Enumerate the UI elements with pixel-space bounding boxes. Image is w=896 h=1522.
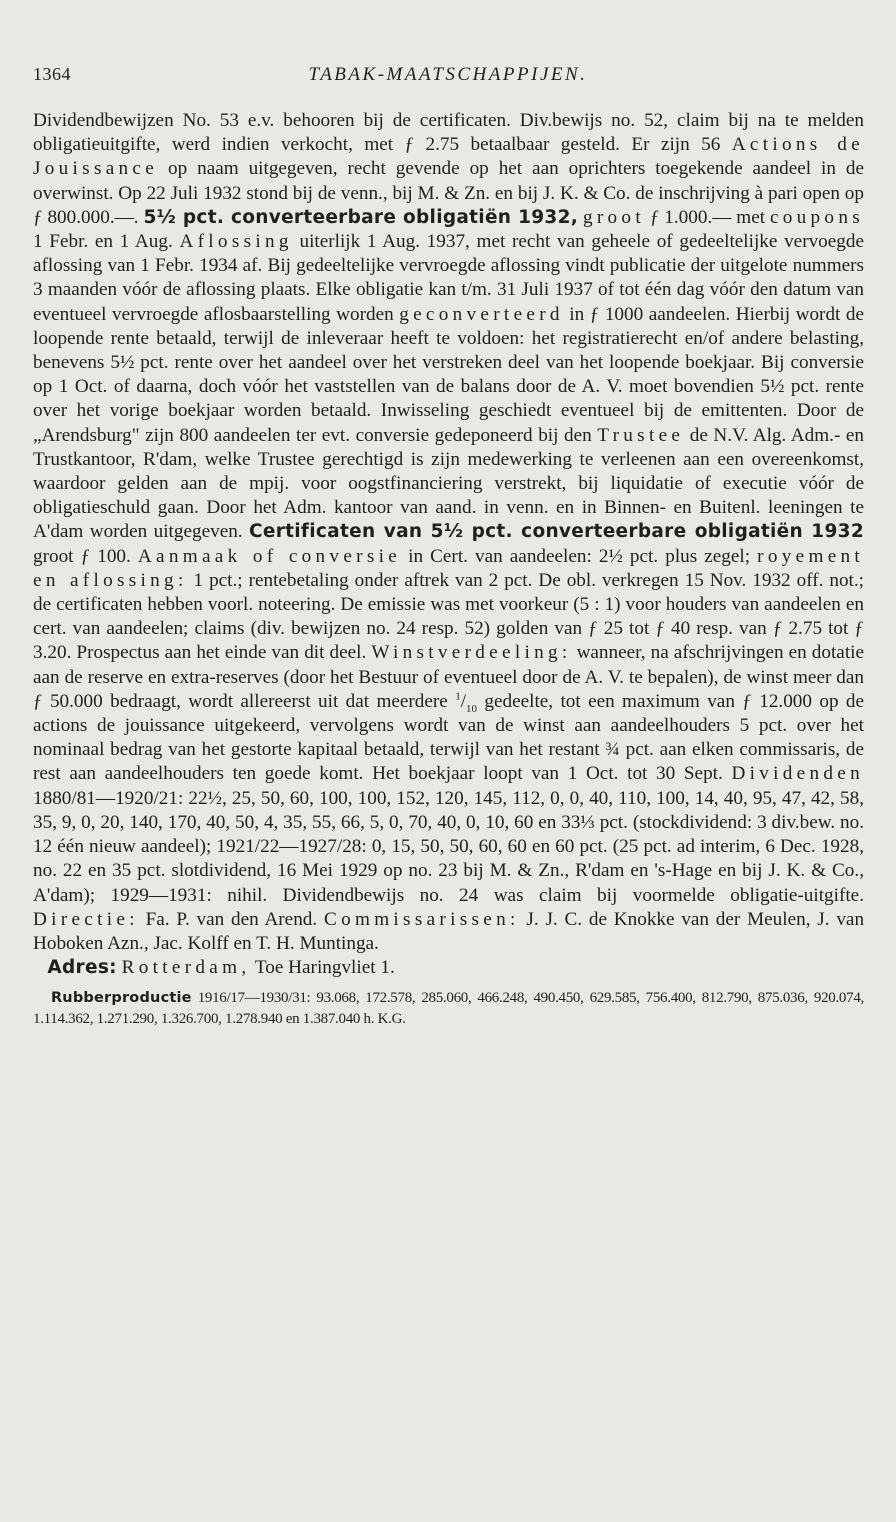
company-entry [33, 109, 864, 980]
spaced-term: Commissarissen: [323, 908, 520, 930]
spaced-term: Aanmaak of conversie [137, 545, 402, 567]
text-run: ƒ 1.000.— met [649, 206, 766, 228]
address-street: Toe Haringvliet 1. [254, 957, 395, 979]
fraction-denominator: 10 [466, 702, 478, 715]
text-run: op naam uitgegeven, recht gevende op het aan oprichters toegekende aandeel in de overwinst. Op 22 Juli 1932 stond bij de venn., bij M. & Zn. en bij J. K. & Co. de inschrijving à pari open op ƒ 800.000.—. [33, 158, 864, 228]
text-run: in Cert. van aandeelen: 2½ pct. plus zegel; [408, 545, 751, 567]
page-number: 1364 [33, 64, 71, 84]
spaced-term: royement en aflossing: [33, 545, 865, 591]
spaced-term: Dividenden [731, 763, 864, 785]
text-run: uiterlijk 1 Aug. 1937, met recht van geheele of gedeeltelijke vervoegde aflossing van 1 Febr. 1934 af. Bij gedeeltelijke vervroegde aflossing vindt publicatie der uitgelote nummers 3 maanden vóór de aflossing plaats. Elke obligatie kan t/m. 31 Juli 1937 of tot één dag vóór den datum van eventueel vervroegde aflosbaarstelling worden [33, 231, 864, 325]
text-run: Fa. P. van den Arend. [145, 908, 318, 930]
spaced-term: Actions de Jouissance [33, 134, 864, 180]
rubber-production-note [33, 988, 864, 1030]
text-run: 1880/81—1920/21: 22½, 25, 50, 60, 100, 100, 152, 120, 145, 112, 0, 0, 40, 110, 100, 14, 40, 95, 47, 42, 58, 35, 9, 0, 20, 140, 170, 40, 50, 4, 35, 55, 66, 5, 0, 70, 40, 0, 10, 60 en 33⅓ pct. (stockdividend: 3 div.bew. no. 12 één nieuw aandeel); 1921/22—1927/28: 0, 15, 50, 50, 60, 60 en 60 pct. (25 pct. ad interim, 6 Dec. 1928, no. 22 en 35 pct. slotdividend, 16 Mei 1929 op no. 23 bij M. & Zn., R'dam en 's-Hage en bij J. K. & Co., A'dam); 1929—1931: nihil. Dividendbewijs no. 24 was claim bij voormelde obligatie-uitgifte. [33, 787, 864, 906]
bond-heading: 5½ pct. converteerbare obligatiën 1932, [143, 206, 579, 228]
spaced-term: Winstverdeeling: [371, 642, 572, 664]
spaced-term: groot [582, 206, 645, 228]
text-run: gedeelte, tot een maximum van ƒ 12.000 op de actions de jouissance uitgekeerd, vervolgens wordt van de winst aan aandeelhouders 5 pct. over het nominaal bedrag van het gestorte kapitaal betaald, terwijl van het restant ¾ pct. aan elken commissaris, de rest aan aandeelhouders ten goede komt. Het boekjaar loopt van 1 Oct. tot 30 Sept. [33, 690, 864, 785]
spaced-term: geconverteerd [399, 303, 564, 325]
rubber-production-label: Rubberproductie [50, 990, 192, 1006]
address-line [33, 956, 864, 980]
text-run: Dividendbewijzen No. 53 e.v. behooren bij de certificaten. Div.bewijs no. 52, claim bij na te melden obligatieuitgifte, werd indien verkocht, met ƒ 2.75 betaalbaar gesteld. Er zijn 56 [33, 110, 864, 156]
address-label: Adres: [47, 957, 117, 979]
text-run: de N.V. Alg. Adm.- en Trustkantoor, R'dam, welke Trustee gerechtigd is zijn medewerking te verleenen aan een overeenkomst, waardoor gelden aan de mpij. voor oogstfinanciering verstrekt, bij liquidatie of executie vóór de obligatieschuld gaan. Door het Adm. kantoor van aand. in venn. en in Binnen- en Buitenl. leeningen te A'dam worden uitgegeven. [33, 424, 865, 543]
running-title: TABAK-MAATSCHAPPIJEN. [308, 64, 588, 85]
page-header [33, 60, 863, 90]
text-run: in ƒ 1000 aandeelen. Hierbij wordt de loopende rente betaald, terwijl de inleveraar heeft te voldoen: het registratierecht en/of andere belasting, benevens 5½ pct. rente over het aandeel over het verstreken deel van het loopende boekjaar. Bij conversie op 1 Oct. of daarna, doch vóór het vaststellen van de balans door de A. V. moet bovendien 5½ pct. rente over het vorige boekjaar worden betaald. Inwisseling geschiedt eventueel bij de emittenten. Door de „Arendsburg" zijn 800 aandeelen ter evt. conversie gedeponeerd bij den [33, 303, 864, 446]
spaced-term: Directie: [33, 908, 139, 930]
text-run: groot ƒ 100. [33, 545, 131, 567]
rubber-production-values: 1916/17—1930/31: 93.068, 172.578, 285.060, 466.248, 490.450, 629.585, 756.400, 812.790, 875.036, 920.074, 1.114.362, 1.271.290, 1.326.700, 1.278.940 en 1.387.040 h. K.G. [33, 990, 864, 1027]
text-run: wanneer, na afschrijvingen en dotatie aan de reserve en extra-reserves (door het Bestuur of eventueel door de A. V. te bepalen), de winst meer dan ƒ 50.000 bedraagt, wordt allereerst uit dat meerdere [33, 642, 864, 712]
entry-paragraph: Dividendbewijzen No. 53 e.v. behooren bij de certificaten. Div.bewijs no. 52, claim bij na te melden obligatieuitgifte, werd indien verkocht, met ƒ 2.75 betaalbaar gesteld. Er zijn 56 Actions de Jouissance op naam uitgegeven, recht gevende op het aan oprichters toegekende aandeel in de overwinst. Op 22 Juli 1932 stond bij de venn., bij M. & Zn. en bij J. K. & Co. de inschrijving à pari open op ƒ 800.000.—. 5½ pct. converteerbare obligatiën 1932, groot ƒ 1.000.— met coupons 1 Febr. en 1 Aug. Aflossing uiterlijk 1 Aug. 1937, met recht van geheele of gedeeltelijke vervoegde aflossing van 1 Febr. 1934 af. Bij gedeeltelijke vervroegde aflossing vindt publicatie der uitgelote nummers 3 maanden vóór de aflossing plaats. Elke obligatie kan t/m. 31 Juli 1937 of tot één dag vóór den datum van eventueel vervroegde aflosbaarstelling worden geconverteerd in ƒ 1000 aandeelen. Hierbij wordt de loopende rente betaald, terwijl de inleveraar heeft te voldoen: het registratierecht en/of andere belasting, benevens 5½ pct. rente over het aandeel over het verstreken deel van het loopende boekjaar. Bij conversie op 1 Oct. of daarna, doch vóór het vaststellen van de balans door de A. V. moet bovendien 5½ pct. rente over het vorige boekjaar worden betaald. Inwisseling geschiedt eventueel bij de emittenten. Door de „Arendsburg" zijn 800 aandeelen ter evt. conversie gedeponeerd bij den Trustee de N.V. Alg. Adm.- en Trustkantoor, R'dam, welke Trustee gerechtigd is zijn medewerking te verleenen aan een overeenkomst, waardoor gelden aan de mpij. voor oogstfinanciering verstrekt, bij liquidatie of executie vóór de obligatieschuld gaan. Door het Adm. kantoor van aand. in venn. en in Binnen- en Buitenl. leeningen te A'dam worden uitgegeven. Certificaten van 5½ pct. converteerbare obligatiën 1932 groot ƒ 100. Aanmaak of conversie in Cert. van aandeelen: 2½ pct. plus zegel; royement en aflossing: 1 pct.; rentebetaling onder aftrek van 2 pct. De obl. verkregen 15 Nov. 1932 off. not.; de certificaten hebben voorl. noteering. De emissie was met voorkeur (5 : 1) voor houders van aandeelen en cert. van aandeelen; claims (div. bewijzen no. 24 resp. 52) golden van ƒ 25 tot ƒ 40 resp. van ƒ 2.75 tot ƒ 3.20. Prospectus aan het einde van dit deel. Winstverdeeling: wanneer, na afschrijvingen en dotatie aan de reserve en extra-reserves (door het Bestuur of eventueel door de A. V. te bepalen), de winst meer dan ƒ 50.000 bedraagt, wordt allereerst uit dat meerdere $^1/_{10}$ gedeelte, tot een maximum van ƒ 12.000 op de actions de jouissance uitgekeerd, vervolgens wordt van de winst aan aandeelhouders 5 pct. over het nominaal bedrag van het gestorte kapitaal betaald, terwijl van het restant ¾ pct. aan elken commissaris, de rest aan aandeelhouders ten goede komt. Het boekjaar loopt van 1 Oct. tot 30 Sept. Dividenden 1880/81—1920/21: 22½, 25, 50, 60, 100, 100, 152, 120, 145, 112, 0, 0, 40, 110, 100, 14, 40, 95, 47, 42, 58, 35, 9, 0, 20, 140, 170, 40, 50, 4, 35, 55, 66, 5, 0, 70, 40, 0, 10, 60 en 33⅓ pct. (stockdividend: 3 div.bew. no. 12 één nieuw aandeel); 1921/22—1927/28: 0, 15, 50, 50, 60, 60 en 60 pct. (25 pct. ad interim, 6 Dec. 1928, no. 22 en 35 pct. slotdividend, 16 Mei 1929 op no. 23 bij M. & Zn., R'dam en 's-Hage en bij J. K. & Co., A'dam); 1929—1931: nihil. Dividendbewijs no. 24 was claim bij voormelde obligatie-uitgifte. Directie: Fa. P. van den Arend. Commissarissen: J. J. C. de Knokke van der Meulen, J. van Hoboken Azn., Jac. Kolff en T. H. Muntinga. [33, 110, 865, 954]
text-run: J. J. C. de Knokke van der Meulen, J. van Hoboken Azn., Jac. Kolff en T. H. Muntinga. [33, 908, 865, 954]
fraction-numerator: 1 [455, 690, 461, 703]
spaced-term: Aflossing [179, 231, 293, 253]
text-run: 1 Febr. en 1 Aug. [33, 231, 173, 253]
certificate-heading: Certificaten van 5½ pct. converteerbare obligatiën 1932 [248, 521, 864, 543]
text-run: 1 pct.; rentebetaling onder aftrek van 2 pct. De obl. verkregen 15 Nov. 1932 off. not.; de certificaten hebben voorl. noteering. De emissie was met voorkeur (5 : 1) voor houders van aandeelen en cert. van aandeelen; claims (div. bewijzen no. 24 resp. 52) golden van ƒ 25 tot ƒ 40 resp. van ƒ 2.75 tot ƒ 3.20. Prospectus aan het einde van dit deel. [33, 569, 865, 664]
spaced-term: coupons [769, 206, 864, 228]
address-city: Rotterdam, [121, 957, 251, 979]
spaced-term: Trustee [597, 424, 685, 446]
